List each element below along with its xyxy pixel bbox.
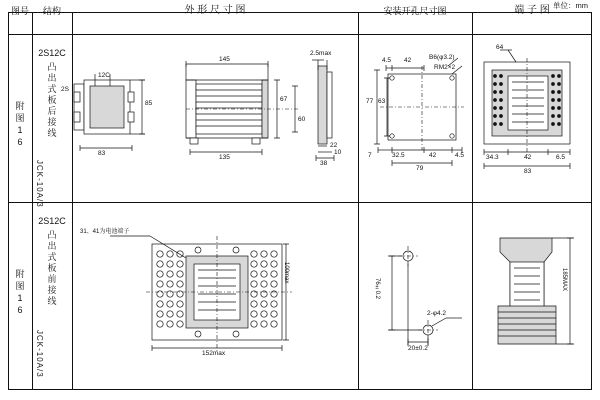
row1-cutout-label-7: 32.5 (392, 152, 405, 159)
row1-cutout-label-9: 4.5 (455, 152, 465, 159)
row1-outline-label-6: 67 (280, 96, 288, 103)
row1-outline-label-2: 85 (145, 100, 153, 107)
row1-fig-char-1: 图 (15, 113, 25, 123)
row2-cutout-label-1: 2-φ4.2 (427, 310, 447, 317)
row1-fig-char-0: 附 (15, 101, 25, 111)
row1-cutout-label-6: 7 (368, 152, 372, 159)
row1-structure-code: 2S12C (38, 48, 66, 58)
row1-cutout-label-2: B6(φ3.2) (429, 54, 455, 61)
row1-outline-label-3: 83 (98, 150, 106, 157)
row1-cutout-label-3: RM2×2 (434, 64, 456, 71)
row1-cutout-label-5: 63 (378, 98, 386, 105)
row2-fig-char-1: 图 (15, 281, 25, 291)
row1-outline-label-5: 135 (219, 154, 230, 161)
header-outline: 外 形 尺 寸 图 (184, 5, 246, 16)
header-terminal: 端 子 图 (514, 5, 550, 16)
row1-terminal-label-3: 83 (524, 168, 532, 175)
row1-outline-label-10: 10 (334, 149, 342, 156)
row1-structure-model-text: JCK-10A/3 (35, 160, 44, 208)
row1-outline-label-11: 38 (320, 160, 328, 167)
header-fig-no: 图号 (10, 6, 29, 16)
row2-outline-label-2: 152max (202, 350, 226, 357)
row1-terminal-label-1: 42 (524, 154, 532, 161)
header-structure: 结构 (42, 6, 61, 16)
header-cutout: 安装开孔尺寸图 (383, 6, 447, 16)
row2-structure-desc-text: 凸出式板前接线 (47, 230, 57, 306)
row1-structure-desc-text: 凸出式板后接线 (47, 62, 57, 138)
row1-outline-label-8: 2.5max (310, 50, 332, 57)
unit-note: 单位：mm (553, 1, 588, 10)
row2-cutout-label-0: 76±0.2 (374, 278, 380, 300)
row1-outline-label-7: 60 (298, 116, 306, 123)
row2-outline-label-1: 100max (283, 262, 289, 284)
row1-cutout-label-0: 4.5 (382, 57, 392, 64)
row2-structure-code: 2S12C (38, 216, 66, 226)
row1-cutout-label-10: 79 (416, 165, 424, 172)
row1-outline-label-4: 145 (219, 56, 230, 63)
row1-terminal-label-2: 6.5 (556, 154, 566, 161)
row2-outline-label-0: 31、41为电池端子 (80, 229, 130, 235)
row2-terminal-label-0: 185MAX (561, 268, 567, 292)
row1-outline-label-1: 2S (61, 86, 69, 93)
row2-fig-char-0: 附 (15, 269, 25, 279)
row2-fig-char-3: 6 (17, 305, 23, 315)
row1-cutout-label-8: 42 (429, 152, 437, 159)
row1-outline-label-9: 22 (330, 142, 338, 149)
row2-structure-model-text: JCK-10A/3 (35, 330, 44, 378)
row1-terminal-label-4: 64 (496, 44, 504, 51)
row2-cutout-label-2: 20±0.2 (408, 345, 428, 352)
row1-outline-label-0: 12C (98, 72, 110, 79)
row1-cutout-label-1: 42 (404, 57, 412, 64)
row1-cutout-label-4: 77 (366, 98, 374, 105)
row1-fig-char-3: 6 (17, 137, 23, 147)
row1-fig-char-2: 1 (17, 125, 23, 135)
row2-fig-char-2: 1 (17, 293, 23, 303)
row1-terminal-label-0: 34.3 (486, 154, 499, 161)
